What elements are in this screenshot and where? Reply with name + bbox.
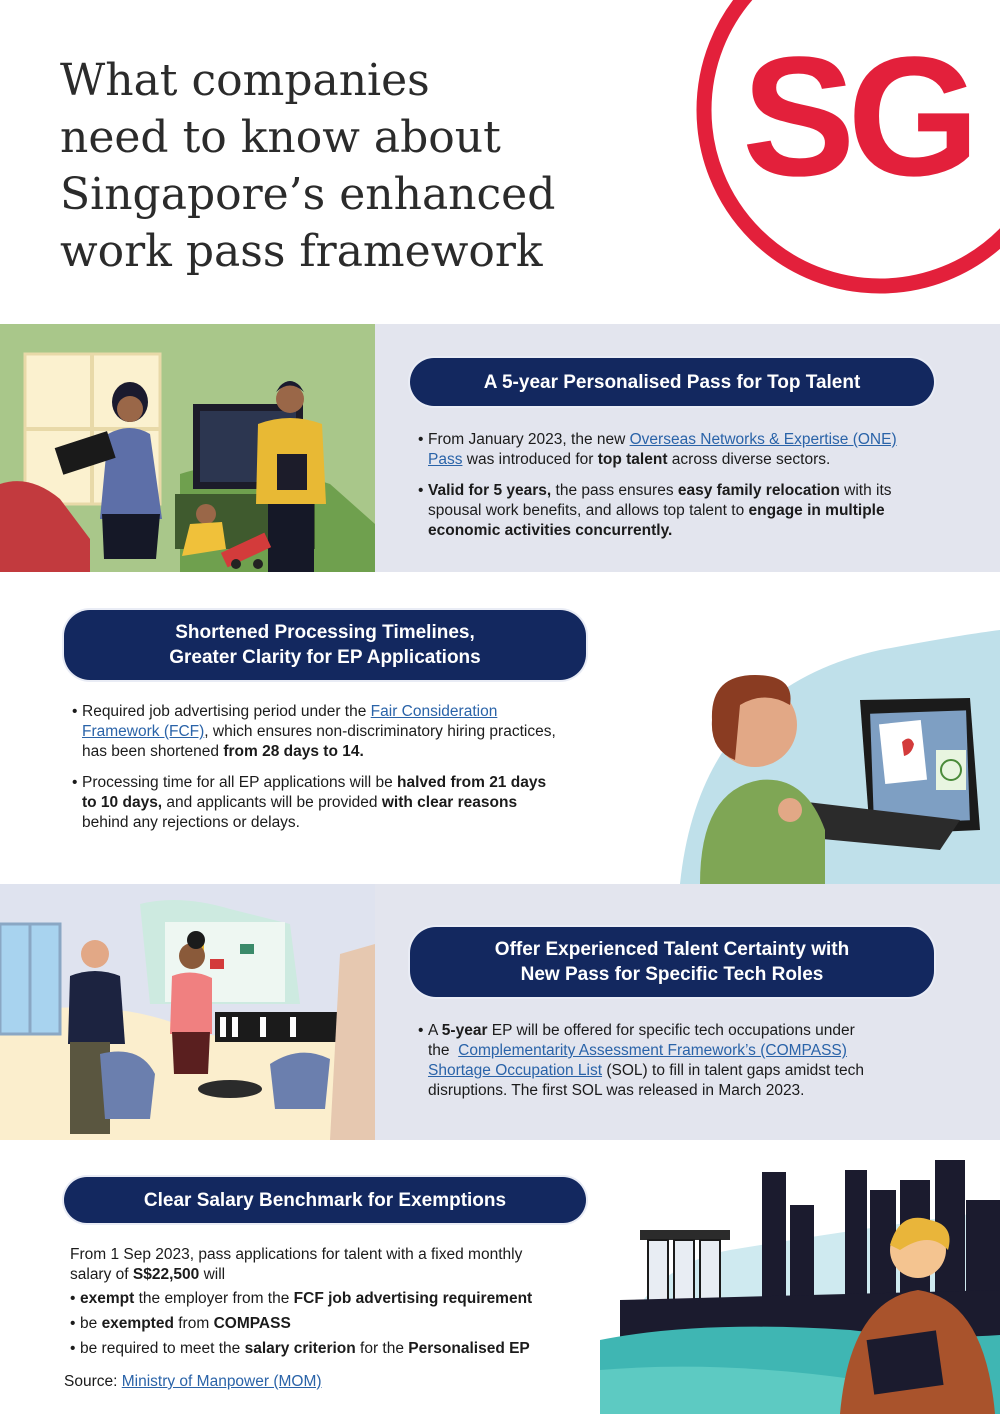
source-label: Source:	[64, 1373, 122, 1390]
source-line	[64, 1373, 322, 1391]
title-line: What companies	[60, 55, 430, 106]
section1-heading-text: A 5-year Personalised Pass for Top Talent	[483, 371, 861, 393]
bullet-bold: FCF job advertising requirement	[293, 1290, 533, 1307]
bullet-text: , which ensures non-discriminatory hiring practices,	[204, 723, 556, 740]
list-item	[70, 1339, 650, 1359]
bullet-text: spousal work benefits, and allows top talent to	[428, 502, 749, 519]
fcf-link-continued[interactable]: Framework (FCF)	[82, 723, 205, 740]
list-item	[70, 1289, 650, 1309]
bullet-bold: exempt	[80, 1290, 135, 1307]
bullet-bold: economic activities concurrently.	[428, 522, 673, 539]
bullet-bold: Personalised EP	[408, 1340, 530, 1357]
bullet-bold: from 28 days to 14.	[223, 743, 364, 760]
office-handshake-illustration	[0, 884, 375, 1140]
bullet-bold: 5-year	[441, 1022, 488, 1039]
bullet-text: with its	[839, 482, 892, 499]
title-line: need to know about	[60, 112, 501, 163]
bullet-bold: engage in multiple	[748, 502, 885, 519]
fcf-link[interactable]: Fair Consideration	[370, 703, 498, 720]
page-title	[60, 52, 620, 280]
section3-heading-line: New Pass for Specific Tech Roles	[520, 964, 824, 985]
intro-text: From 1 Sep 2023, pass applications for talent with a fixed monthly	[70, 1246, 523, 1263]
section1-heading	[410, 358, 934, 406]
list-item	[72, 702, 652, 762]
section2-bullets	[72, 702, 652, 844]
bullet-bold: COMPASS	[213, 1315, 291, 1332]
bullet-text: Required job advertising period under the	[82, 703, 371, 720]
bullet-text: for the	[355, 1340, 409, 1357]
list-item	[418, 481, 978, 541]
list-item	[418, 1021, 988, 1101]
bullet-text: was introduced for	[462, 451, 598, 468]
section3-heading	[410, 927, 934, 997]
skyline-illustration	[600, 1150, 1000, 1414]
bullet-bold: exempted	[101, 1315, 174, 1332]
bullet-text: disruptions. The first SOL was released in March 2023.	[428, 1082, 805, 1099]
bullet-text: From January 2023, the new	[428, 431, 630, 448]
bullet-bold: easy family relocation	[677, 482, 840, 499]
bullet-bold: to 10 days,	[82, 794, 163, 811]
bullet-text: across diverse sectors.	[667, 451, 831, 468]
bullet-bold: Valid for 5 years,	[428, 482, 552, 499]
bullet-text: from	[173, 1315, 214, 1332]
title-line: Singapore’s enhanced	[60, 169, 556, 220]
compass-link[interactable]: Complementarity Assessment Framework’s (COMPASS)	[458, 1042, 847, 1059]
intro-text: will	[199, 1266, 226, 1283]
bullet-text: be	[80, 1315, 102, 1332]
bullet-text: the employer from the	[134, 1290, 294, 1307]
bullet-text: A	[428, 1022, 442, 1039]
bullet-text: the	[428, 1042, 459, 1059]
bullet-text: Processing time for all EP applications will be	[82, 774, 398, 791]
section2-heading-line: Greater Clarity for EP Applications	[169, 647, 481, 668]
sg-logo-text: SG	[742, 22, 972, 212]
bullet-bold: halved from 21 days	[397, 774, 547, 791]
section2-heading-line: Shortened Processing Timelines,	[175, 622, 475, 643]
section4-heading	[64, 1177, 586, 1223]
bullet-bold: with clear reasons	[381, 794, 518, 811]
bullet-text: EP will be offered for specific tech occupations under	[487, 1022, 855, 1039]
intro-text: salary of	[70, 1266, 133, 1283]
mom-link[interactable]: Ministry of Manpower (MOM)	[121, 1373, 322, 1390]
bullet-text: be required to meet the	[80, 1340, 245, 1357]
list-item	[418, 430, 978, 470]
bullet-text: (SOL) to fill in talent gaps amidst tech	[602, 1062, 864, 1079]
one-pass-link[interactable]: Overseas Networks & Expertise (ONE)	[629, 431, 897, 448]
sol-link[interactable]: Shortage Occupation List	[428, 1062, 603, 1079]
section3-heading-line: Offer Experienced Talent Certainty with	[494, 939, 850, 960]
bullet-text: has been shortened	[82, 743, 224, 760]
bullet-text: and applicants will be provided	[162, 794, 382, 811]
bullet-text: behind any rejections or delays.	[82, 814, 300, 831]
section4-heading-text: Clear Salary Benchmark for Exemptions	[143, 1189, 507, 1211]
list-item	[72, 773, 652, 833]
sg-logo	[660, 0, 1000, 300]
list-item	[70, 1314, 650, 1334]
laptop-worker-illustration	[640, 630, 1000, 884]
section1-bullets	[418, 430, 978, 552]
section3-bullets	[418, 1021, 988, 1112]
salary-amount: S$22,500	[132, 1266, 200, 1283]
section2-heading	[64, 610, 586, 680]
title-line: work pass framework	[60, 226, 543, 277]
family-illustration	[0, 324, 375, 572]
bullet-bold: salary criterion	[244, 1340, 356, 1357]
section4-content	[70, 1245, 650, 1370]
bullet-text: the pass ensures	[551, 482, 678, 499]
bullet-bold: top talent	[597, 451, 668, 468]
one-pass-link-continued[interactable]: Pass	[428, 451, 463, 468]
